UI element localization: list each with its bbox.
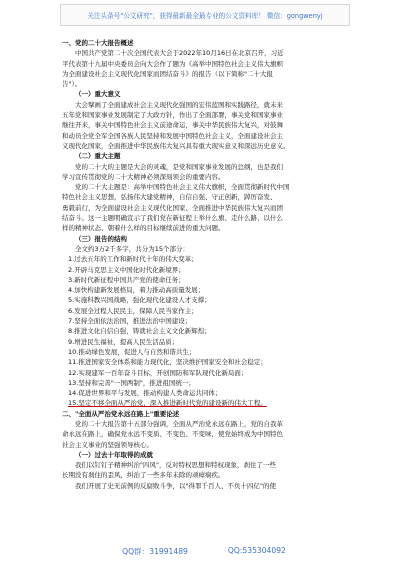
list-item: 1.过去五年的工作和新时代十年的伟大变革； xyxy=(68,255,198,264)
list-item: 14.促进世界和平与发展，推动构建人类命运共同体； xyxy=(68,389,222,398)
paragraph-line: 命永远在路上，确保党永远不变质、不变色、不变味，使党始终成为中国特色 xyxy=(62,430,283,439)
list-item: 10.推动绿色发展，促进人与自然和谐共生； xyxy=(68,347,196,356)
list-item: 9.增进民生福祉，提高人民生活品质； xyxy=(68,337,179,346)
paragraph-line: 勇毅前行，为全面建设社会主义现代化国家、全面推进中华民族伟大复兴而团 xyxy=(62,203,283,212)
list-item: 12.实现建军一百年奋斗目标，开创国防和军队现代化新局面； xyxy=(68,368,248,377)
list-item: 5.实施科教兴国战略，强化现代化建设人才支撑； xyxy=(68,296,211,305)
document-body xyxy=(62,38,346,491)
paragraph-line: 结奋斗。这一主题明确宣示了我们党在新征程上举什么旗、走什么路、以什么 xyxy=(62,214,283,223)
paragraph-line: 和动员全党全军全国各族人民坚持和发展中国特色社会主义，全面建设社会主 xyxy=(62,131,283,140)
paragraph-line: 继往开来，事关中国特色社会主义前途命运，事关中华民族伟大复兴，对鼓舞 xyxy=(62,121,283,130)
paragraph-line: 社会主义事业的坚强领导核心。 xyxy=(62,440,153,449)
paragraph-line: 党的二十大主题是：高举中国特色社会主义伟大旗帜，全面贯彻新时代中国 xyxy=(75,183,290,192)
paragraph-line: 义现代化国家，全面推进中华民族伟大复兴具有重大现实意义和深远历史意义。 xyxy=(62,141,290,150)
paragraph-line: 告"）。 xyxy=(62,80,82,89)
paragraph-line: 学习宣传贯彻党的二十大精神必须深刻领会的重要内容。 xyxy=(62,172,225,181)
paragraph-line: 五年党和国家事业发展制定了大政方针，作出了全面部署，事关党和国家事业 xyxy=(62,111,283,120)
paragraph-line: 样的精神状态、朝着什么样的目标继续前进的重大问题。 xyxy=(62,224,225,233)
list-item: 2.开辟马克思主义中国化时代化新境界； xyxy=(68,265,185,274)
paragraph-line: 特色社会主义思想，弘扬伟大建党精神，自信自强、守正创新，踔厉奋发、 xyxy=(62,193,277,202)
subsection-heading: （三）报告的结构 xyxy=(75,234,127,243)
paragraph-line: 长期没有刹住的歪风，纠治了一些多年未除的顽瘴痼疾。 xyxy=(62,471,225,480)
list-item: 7.坚持全面依法治国，推进法治中国建设； xyxy=(68,317,192,326)
paragraph-line: 党的二十大报告第十五部分强调，全面从严治党永远在路上，党的自我革 xyxy=(75,419,283,428)
paragraph-line: 我们以钉钉子精神纠治"四风"，反对特权思想和特权现象，刹住了一些 xyxy=(75,461,276,470)
list-item: 3.新时代新征程中国共产党的使命任务； xyxy=(68,275,185,284)
list-item: 13.坚持和完善"一国两制"，推进祖国统一； xyxy=(68,378,195,387)
subsection-heading: （二）重大主题 xyxy=(75,152,121,161)
list-item: 4.加快构建新发展格局，着力推动高质量发展； xyxy=(68,286,205,295)
list-item: 6.发展全过程人民民主，保障人民当家作主； xyxy=(68,306,198,315)
header-banner-text: 关注头条号"公文研究"，获得最新最全最专业的公文资料库！ 微信：gongwenyj xyxy=(87,12,323,20)
list-item: 8.推进文化自信自强，铸就社会主义文化新辉煌； xyxy=(68,327,211,336)
paragraph-line: 党的二十大的主题是大会的灵魂，是党和国家事业发展的总纲，也是我们 xyxy=(75,162,283,171)
subsection-heading: （一）过去十年取得的成就 xyxy=(75,450,153,459)
subsection-heading: （一）重大意义 xyxy=(75,90,121,99)
paragraph-line: 中国共产党第二十次全国代表大会于2022年10月16日在北京召开，习近 xyxy=(75,49,284,58)
list-item: 15.坚定不移全面从严治党，深入推进新时代党的建设新的伟大工程。 xyxy=(68,399,267,408)
section-heading: 一、党的二十大报告概述 xyxy=(62,39,134,47)
header-banner[interactable] xyxy=(60,4,350,26)
list-item: 11.推进国家安全体系和能力现代化，坚决维护国家安全和社会稳定； xyxy=(68,358,267,367)
footer-contact xyxy=(0,546,408,560)
paragraph-line: 为全面建设社会主义现代化国家而团结奋斗》的报告（以下简称"二十大报 xyxy=(62,69,273,78)
section-heading: 二、"全面从严治党永远在路上"重要论述 xyxy=(62,409,180,418)
paragraph-line: 平代表第十九届中央委员会向大会作了题为《高举中国特色社会主义伟大旗帜 xyxy=(62,59,283,68)
paragraph-line: 大会擘画了全面建成社会主义现代化强国的宏伟蓝图和实践路径，就未来 xyxy=(75,100,283,109)
paragraph-line: 全文约3万2千多字，共分为15个部分： xyxy=(75,244,190,253)
paragraph-line: 我们开展了史无前例的反腐败斗争，以"得罪千百人、不负十四亿"的使 xyxy=(75,481,276,490)
footer-qq-number: QQ:535304092 xyxy=(227,546,286,555)
footer-qq-group: QQ群：31991489 xyxy=(122,547,188,556)
